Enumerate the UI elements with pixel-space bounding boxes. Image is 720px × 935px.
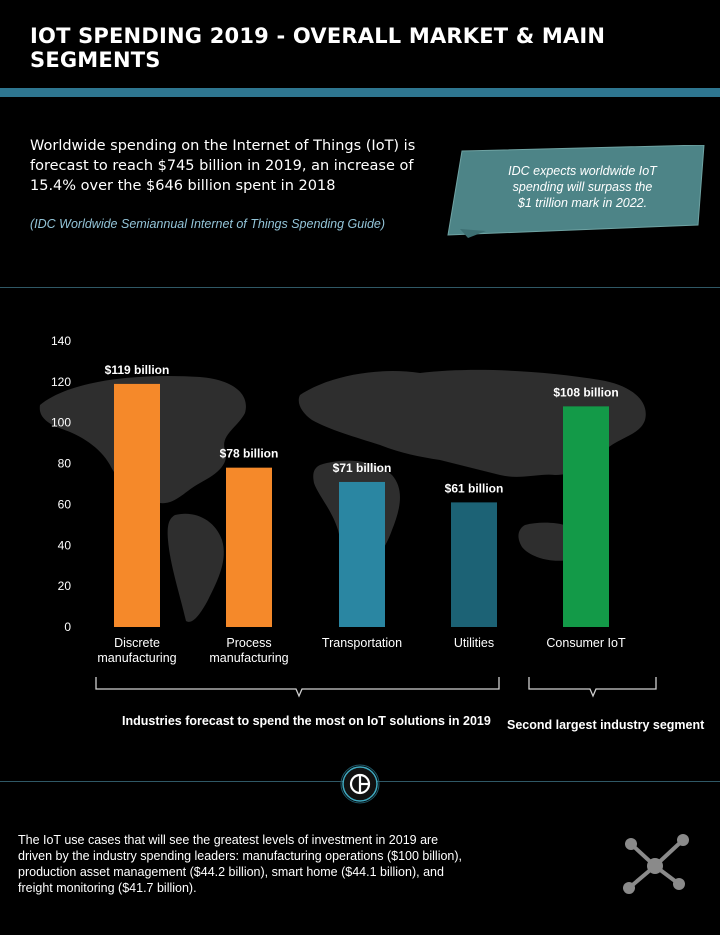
y-tick-label: 20 bbox=[57, 579, 71, 594]
bar bbox=[114, 384, 160, 627]
bar-chart bbox=[0, 325, 720, 745]
source-citation: (IDC Worldwide Semiannual Internet of Things Spending Guide) bbox=[30, 217, 386, 231]
bar bbox=[451, 502, 497, 627]
data-label: $61 billion bbox=[444, 481, 504, 496]
page-title: IOT SPENDING 2019 - OVERALL MARKET & MAIN SEGMENTS bbox=[30, 24, 606, 72]
intro-text: Worldwide spending on the Internet of Things (IoT) is forecast to reach $745 billion in 2019, an increase of 15.4% over the $646 billion spent in 2018 bbox=[30, 138, 416, 194]
callout-line: $1 trillion mark in 2022. bbox=[517, 196, 648, 210]
data-label: $119 billion bbox=[104, 362, 170, 377]
callout-line: spending will surpass the bbox=[512, 180, 653, 194]
y-tick-label: 100 bbox=[50, 415, 71, 430]
header-band bbox=[0, 88, 720, 97]
x-tick-label: Utilities bbox=[453, 636, 495, 650]
y-tick-label: 80 bbox=[57, 456, 71, 471]
x-axis-labels bbox=[97, 636, 626, 665]
bracket-left-label: Industries forecast to spend the most on IoT solutions in 2019 bbox=[122, 714, 491, 728]
bar bbox=[339, 482, 385, 627]
y-tick-label: 120 bbox=[50, 374, 71, 389]
data-label: $108 billion bbox=[553, 385, 619, 400]
bracket-left bbox=[96, 677, 499, 696]
footer-text: The IoT use cases that will see the greatest levels of investment in 2019 are driven by the industry spending leaders: manufacturing operations ($100 billion), production asset management ($44.2 billion), smart home ($44.1 billion), and freight monitoring ($41.7 billion). bbox=[18, 833, 463, 895]
y-tick-label: 40 bbox=[57, 538, 71, 553]
iot-logo-icon bbox=[340, 764, 380, 804]
x-tick-label: Consumer IoT bbox=[546, 636, 626, 650]
x-tick-label: Process bbox=[226, 636, 272, 650]
x-tick-label: Transportation bbox=[321, 636, 403, 650]
x-tick-label: manufacturing bbox=[209, 651, 289, 665]
bar bbox=[226, 468, 272, 627]
bar bbox=[563, 406, 609, 627]
callout-text bbox=[480, 163, 685, 211]
y-tick-label: 140 bbox=[50, 334, 71, 348]
callout-line: IDC expects worldwide IoT bbox=[508, 164, 657, 178]
y-axis bbox=[51, 334, 71, 634]
network-nodes-icon bbox=[615, 828, 695, 903]
bracket-right-label: Second largest industry segment bbox=[507, 718, 705, 732]
data-label: $78 billion bbox=[219, 446, 279, 461]
section-divider bbox=[0, 287, 720, 288]
bracket-right bbox=[529, 677, 656, 696]
x-tick-label: manufacturing bbox=[97, 651, 177, 665]
data-label: $71 billion bbox=[332, 460, 392, 475]
y-tick-label: 0 bbox=[64, 620, 71, 634]
x-tick-label: Discrete bbox=[114, 636, 160, 650]
y-tick-label: 60 bbox=[57, 497, 71, 512]
